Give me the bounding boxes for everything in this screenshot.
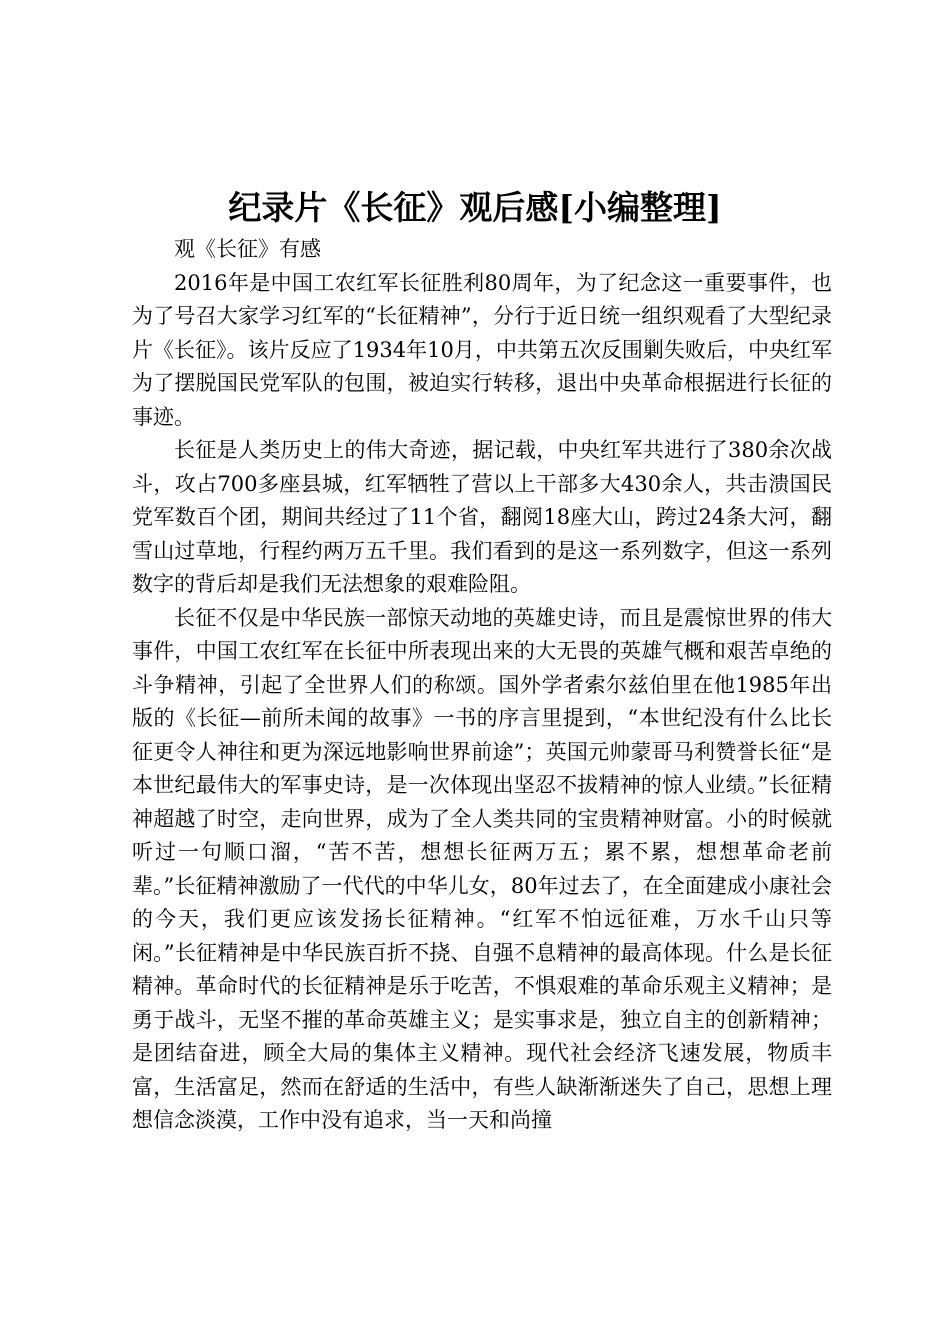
paragraph-3: 长征不仅是中华民族一部惊天动地的英雄史诗，而且是震惊世界的伟大事件，中国工农红军在长征中所表现出来的大无畏的英雄气概和艰苦卓绝的斗争精神，引起了全世界人们的称颂。国外学者索尔兹伯里在他1985年出版的《长征—前所未闻的故事》一书的序言里提到，“本世纪没有什么比长征更令人神往和更为深远地影响世界前途”；英国元帅蒙哥马利赞誉长征“是本世纪最伟大的军事史诗，是一次体现出坚忍不拔精神的惊人业绩。”长征精神超越了时空，走向世界，成为了全人类共同的宝贵精神财富。小的时候就听过一句顺口溜，“苦不苦，想想长征两万五；累不累，想想革命老前辈。”长征精神激励了一代代的中华儿女，80年过去了，在全面建成小康社会的今天，我们更应该发扬长征精神。“红军不怕远征难，万水千山只等闲。”长征精神是中华民族百折不挠、自强不息精神的最高体现。什么是长征精神。革命时代的长征精神是乐于吃苦，不惧艰难的革命乐观主义精神；是勇于战斗，无坚不摧的革命英雄主义；是实事求是，独立自主的创新精神；是团结奋进，顾全大局的集体主义精神。现代社会经济飞速发展，物质丰富，生活富足，然而在舒适的生活中，有些人缺渐渐迷失了自己，思想上理想信念淡漠，工作中没有追求，当一天和尚撞 [132, 605, 832, 1132]
document-title: 纪录片《长征》观后感[小编整理] [228, 188, 722, 227]
document-body [132, 233, 832, 1138]
document-subtitle: 观《长征》有感 [174, 237, 321, 261]
paragraph-1: 2016年是中国工农红军长征胜利80周年，为了纪念这一重要事件，也为了号召大家学习红军的“长征精神”，分行于近日统一组织观看了大型纪录片《长征》。该片反应了1934年10月，中共第五次反围剿失败后，中央红军为了摆脱国民党军队的包围，被迫实行转移，退出中央革命根据进行长征的事迹。 [132, 270, 832, 429]
paragraph-2: 长征是人类历史上的伟大奇迹，据记载，中央红军共进行了380余次战斗，攻占700多座县城，红军牺牲了营以上干部多大430余人，共击溃国民党军数百个团，期间共经过了11个省，翻阅18座大山，跨过24条大河，翻雪山过草地，行程约两万五千里。我们看到的是这一系列数字，但这一系列数字的背后却是我们无法想象的艰难险阻。 [132, 438, 832, 596]
